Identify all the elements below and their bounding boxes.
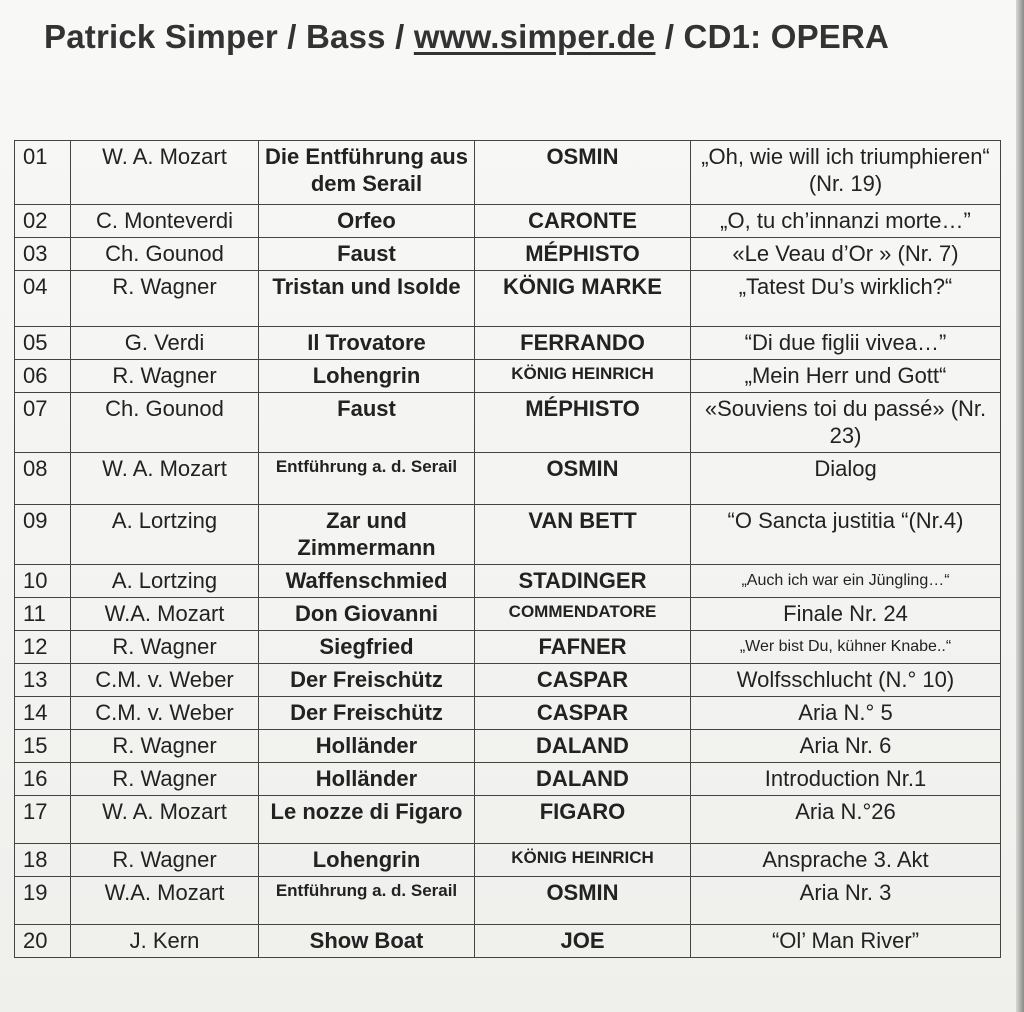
track-role: OSMIN xyxy=(475,877,691,925)
track-composer: J. Kern xyxy=(71,925,259,958)
track-aria: Finale Nr. 24 xyxy=(691,598,1001,631)
track-aria: „Wer bist Du, kühner Knabe..“ xyxy=(691,631,1001,664)
track-row xyxy=(15,141,1001,205)
track-row xyxy=(15,238,1001,271)
track-opera: Entführung a. d. Serail xyxy=(259,877,475,925)
track-role: OSMIN xyxy=(475,141,691,205)
track-aria: „Oh, wie will ich triumphieren“ (Nr. 19) xyxy=(691,141,1001,205)
track-row xyxy=(15,796,1001,844)
track-composer: A. Lortzing xyxy=(71,565,259,598)
track-opera: Faust xyxy=(259,238,475,271)
track-row xyxy=(15,664,1001,697)
track-number: 06 xyxy=(15,360,71,393)
track-number: 05 xyxy=(15,327,71,360)
track-aria: Aria N.°26 xyxy=(691,796,1001,844)
track-opera: Lohengrin xyxy=(259,360,475,393)
track-composer: W. A. Mozart xyxy=(71,796,259,844)
track-composer: W. A. Mozart xyxy=(71,453,259,505)
track-row xyxy=(15,763,1001,796)
track-opera: Holländer xyxy=(259,763,475,796)
title-prefix: Patrick Simper / Bass / xyxy=(44,18,414,55)
track-row xyxy=(15,925,1001,958)
track-role: JOE xyxy=(475,925,691,958)
track-number: 08 xyxy=(15,453,71,505)
track-opera: Le nozze di Figaro xyxy=(259,796,475,844)
track-number: 15 xyxy=(15,730,71,763)
track-opera: Don Giovanni xyxy=(259,598,475,631)
track-list-table xyxy=(14,140,1001,958)
track-number: 03 xyxy=(15,238,71,271)
track-composer: W. A. Mozart xyxy=(71,141,259,205)
track-opera: Show Boat xyxy=(259,925,475,958)
track-number: 12 xyxy=(15,631,71,664)
track-aria: „Mein Herr und Gott“ xyxy=(691,360,1001,393)
track-number: 17 xyxy=(15,796,71,844)
track-aria: Aria Nr. 3 xyxy=(691,877,1001,925)
track-row xyxy=(15,505,1001,565)
track-number: 20 xyxy=(15,925,71,958)
track-role: FAFNER xyxy=(475,631,691,664)
track-row xyxy=(15,360,1001,393)
track-row xyxy=(15,565,1001,598)
track-row xyxy=(15,598,1001,631)
track-list-body xyxy=(15,141,1001,958)
track-opera: Zar und Zimmermann xyxy=(259,505,475,565)
track-role: FERRANDO xyxy=(475,327,691,360)
track-aria: Ansprache 3. Akt xyxy=(691,844,1001,877)
track-opera: Entführung a. d. Serail xyxy=(259,453,475,505)
track-aria: Wolfsschlucht (N.° 10) xyxy=(691,664,1001,697)
track-role: CASPAR xyxy=(475,664,691,697)
track-aria: Aria N.° 5 xyxy=(691,697,1001,730)
track-role: OSMIN xyxy=(475,453,691,505)
track-role: STADINGER xyxy=(475,565,691,598)
track-role: KÖNIG MARKE xyxy=(475,271,691,327)
track-row xyxy=(15,271,1001,327)
track-number: 19 xyxy=(15,877,71,925)
track-row xyxy=(15,205,1001,238)
track-row xyxy=(15,730,1001,763)
website-link[interactable]: www.simper.de xyxy=(413,18,656,55)
track-aria: «Souviens toi du passé» (Nr. 23) xyxy=(691,393,1001,453)
track-opera: Der Freischütz xyxy=(259,697,475,730)
page-edge xyxy=(1016,0,1024,1012)
track-number: 13 xyxy=(15,664,71,697)
track-aria: “O Sancta justitia “(Nr.4) xyxy=(691,505,1001,565)
track-number: 18 xyxy=(15,844,71,877)
track-composer: Ch. Gounod xyxy=(71,393,259,453)
track-role: MÉPHISTO xyxy=(475,238,691,271)
page-title xyxy=(44,18,889,56)
track-role: COMMENDATORE xyxy=(475,598,691,631)
track-composer: C. Monteverdi xyxy=(71,205,259,238)
track-opera: Die Entführung aus dem Serail xyxy=(259,141,475,205)
track-opera: Tristan und Isolde xyxy=(259,271,475,327)
track-aria: „O, tu ch’innanzi morte…” xyxy=(691,205,1001,238)
track-composer: R. Wagner xyxy=(71,631,259,664)
track-role: FIGARO xyxy=(475,796,691,844)
track-aria: Aria Nr. 6 xyxy=(691,730,1001,763)
track-composer: A. Lortzing xyxy=(71,505,259,565)
track-composer: R. Wagner xyxy=(71,844,259,877)
track-aria: Introduction Nr.1 xyxy=(691,763,1001,796)
track-row xyxy=(15,844,1001,877)
track-role: CARONTE xyxy=(475,205,691,238)
track-composer: C.M. v. Weber xyxy=(71,697,259,730)
track-opera: Orfeo xyxy=(259,205,475,238)
track-number: 04 xyxy=(15,271,71,327)
track-composer: W.A. Mozart xyxy=(71,877,259,925)
track-opera: Siegfried xyxy=(259,631,475,664)
track-number: 01 xyxy=(15,141,71,205)
track-opera: Il Trovatore xyxy=(259,327,475,360)
track-row xyxy=(15,327,1001,360)
track-aria: “Di due figlii vivea…” xyxy=(691,327,1001,360)
track-row xyxy=(15,631,1001,664)
track-composer: R. Wagner xyxy=(71,360,259,393)
track-aria: Dialog xyxy=(691,453,1001,505)
track-row xyxy=(15,697,1001,730)
track-opera: Der Freischütz xyxy=(259,664,475,697)
track-opera: Holländer xyxy=(259,730,475,763)
track-composer: R. Wagner xyxy=(71,763,259,796)
track-role: DALAND xyxy=(475,730,691,763)
track-composer: R. Wagner xyxy=(71,730,259,763)
track-role: MÉPHISTO xyxy=(475,393,691,453)
track-aria: “Ol’ Man River” xyxy=(691,925,1001,958)
track-role: KÖNIG HEINRICH xyxy=(475,360,691,393)
track-composer: C.M. v. Weber xyxy=(71,664,259,697)
track-row xyxy=(15,877,1001,925)
track-opera: Lohengrin xyxy=(259,844,475,877)
title-suffix: / CD1: OPERA xyxy=(655,18,890,55)
track-role: KÖNIG HEINRICH xyxy=(475,844,691,877)
track-aria: „Tatest Du’s wirklich?“ xyxy=(691,271,1001,327)
track-composer: W.A. Mozart xyxy=(71,598,259,631)
track-number: 10 xyxy=(15,565,71,598)
track-aria: «Le Veau d’Or » (Nr. 7) xyxy=(691,238,1001,271)
track-number: 09 xyxy=(15,505,71,565)
track-opera: Faust xyxy=(259,393,475,453)
track-number: 11 xyxy=(15,598,71,631)
track-role: VAN BETT xyxy=(475,505,691,565)
track-number: 02 xyxy=(15,205,71,238)
track-row xyxy=(15,393,1001,453)
track-number: 07 xyxy=(15,393,71,453)
track-aria: „Auch ich war ein Jüngling…“ xyxy=(691,565,1001,598)
track-composer: Ch. Gounod xyxy=(71,238,259,271)
track-composer: R. Wagner xyxy=(71,271,259,327)
track-composer: G. Verdi xyxy=(71,327,259,360)
track-role: DALAND xyxy=(475,763,691,796)
track-row xyxy=(15,453,1001,505)
track-number: 14 xyxy=(15,697,71,730)
track-opera: Waffenschmied xyxy=(259,565,475,598)
track-role: CASPAR xyxy=(475,697,691,730)
track-number: 16 xyxy=(15,763,71,796)
